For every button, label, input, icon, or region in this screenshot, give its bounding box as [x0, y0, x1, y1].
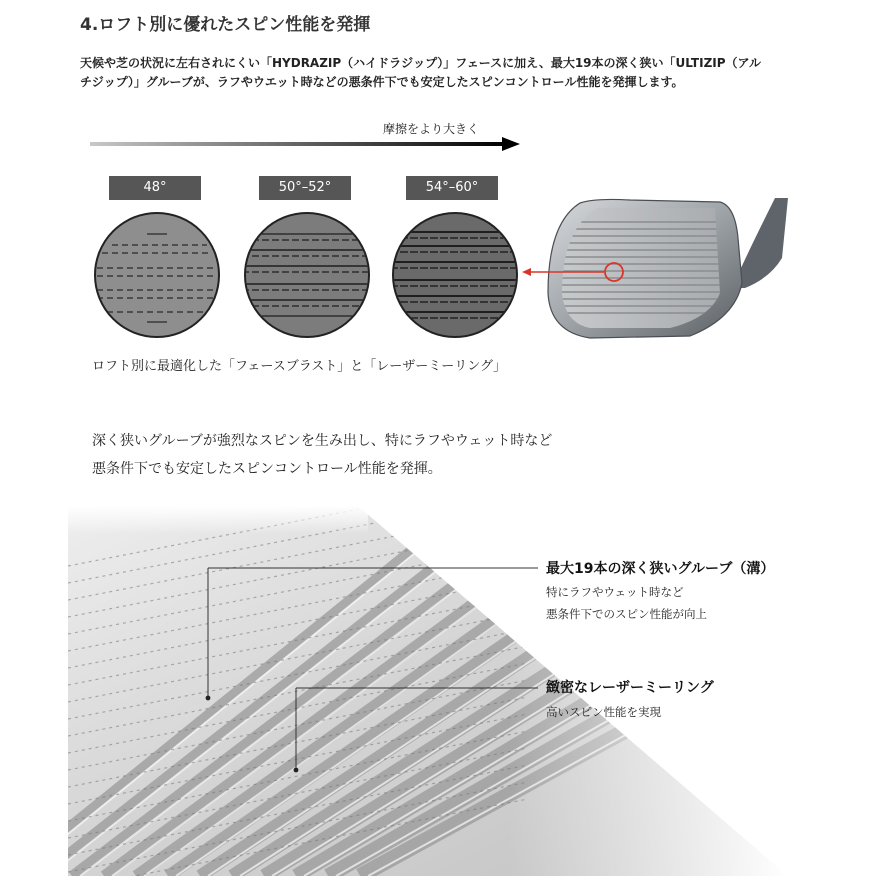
callout-milling-text-1: 高いスピン性能を実現 [546, 705, 661, 719]
callout-marker-1 [206, 696, 211, 701]
groove-heading-line-2: 悪条件下でも安定したスピンコントロール性能を発揮。 [92, 461, 442, 477]
intro-text-line-2: チジップ）」グルーブが、ラフやウエット時などの悪条件下でも安定したスピンコントロール性能を発揮します。 [80, 75, 684, 89]
groove-heading-line-1: 深く狭いグルーブが強烈なスピンを生み出し、特にラフやウェット時など [92, 433, 553, 449]
loft-badge-54-60: 54°–60° [406, 176, 498, 200]
intro-text-line-1: 天候や芝の状況に左右されにくい「HYDRAZIP（ハイドラジップ）」フェースに加え、最大19本の深く狭い「ULTIZIP（アル [80, 56, 762, 70]
wedge-face-illustration [520, 198, 790, 348]
face-texture-disc-50-52 [242, 210, 372, 340]
loft-badge-50-52: 50°–52° [259, 176, 351, 200]
friction-arrow-label: 摩擦をより大きく [383, 122, 480, 136]
callout-milling-title: 緻密なレーザーミーリング [546, 680, 714, 696]
loft-badge-48: 48° [109, 176, 201, 200]
loft-caption: ロフト別に最適化した「フェースブラスト」と「レーザーミーリング」 [92, 359, 507, 374]
face-texture-disc-48 [92, 210, 222, 340]
section-title: 4.ロフト別に優れたスピン性能を発揮 [80, 15, 371, 35]
callout-groove-text-1: 特にラフやウェット時など [546, 585, 684, 599]
callout-marker-2 [294, 768, 299, 773]
callout-groove-text-2: 悪条件下でのスピン性能が向上 [546, 607, 707, 621]
friction-gradient-arrow [90, 136, 522, 152]
face-texture-disc-54-60 [390, 210, 520, 340]
callout-groove-title: 最大19本の深く狭いグルーブ（溝） [546, 561, 775, 577]
pointer-arrowhead [522, 268, 531, 276]
